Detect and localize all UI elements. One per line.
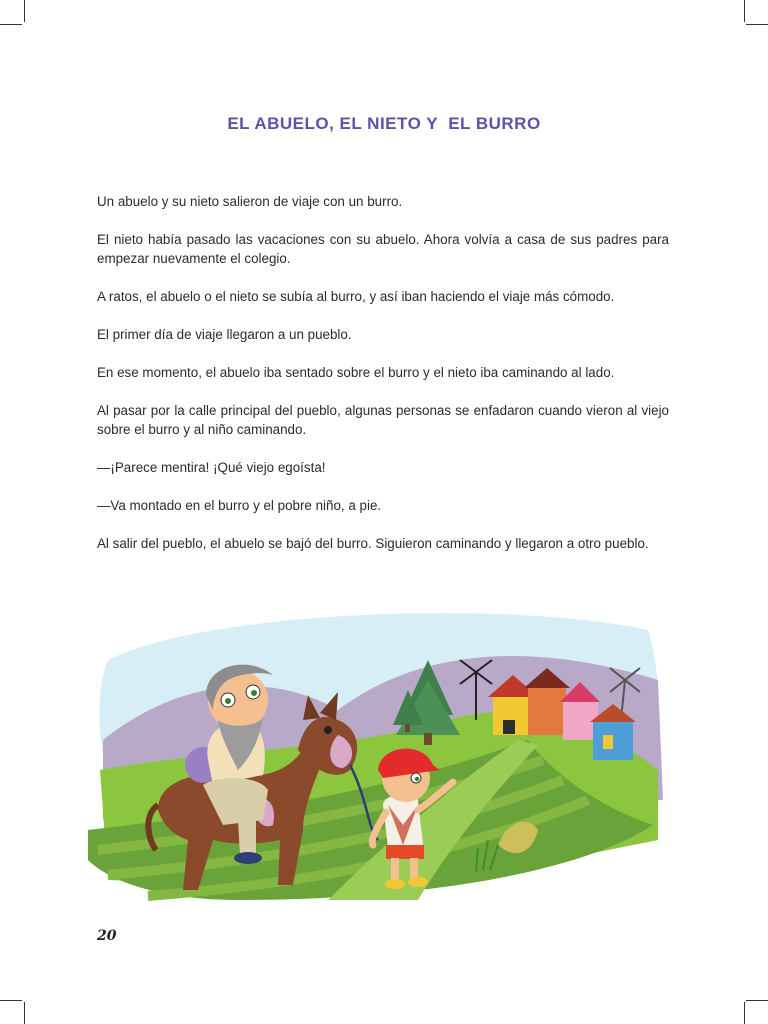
crop-mark: [24, 0, 25, 22]
crop-mark: [0, 24, 22, 25]
crop-mark: [0, 1000, 22, 1001]
crop-mark: [746, 24, 768, 25]
paragraph: En ese momento, el abuelo iba sentado sobre el burro y el nieto iba caminando al lado.: [97, 365, 615, 380]
paragraph: Al pasar por la calle principal del pueblo, algunas personas se enfadaron cuando vieron al viejo sobre el burro y al niño caminando.: [97, 403, 669, 437]
paragraph: —¡Parece mentira! ¡Qué viejo egoísta!: [97, 460, 326, 475]
page-number: 20: [97, 928, 117, 944]
crop-mark: [746, 1000, 768, 1001]
paragraph: El nieto había pasado las vacaciones con su abuelo. Ahora volvía a casa de sus padres para empezar nuevamente el colegio.: [97, 232, 669, 266]
crop-mark: [24, 1002, 25, 1024]
story-title: EL ABUELO, EL NIETO Y EL BURRO: [227, 114, 541, 133]
paragraph: El primer día de viaje llegaron a un pueblo.: [97, 327, 352, 342]
paragraph: A ratos, el abuelo o el nieto se subía al burro, y así iban haciendo el viaje más cómodo.: [97, 289, 615, 304]
story-body: [97, 192, 669, 572]
paragraph: Al salir del pueblo, el abuelo se bajó del burro. Siguieron caminando y llegaron a otro pueblo.: [97, 536, 649, 551]
paragraph: —Va montado en el burro y el pobre niño, a pie.: [97, 498, 382, 513]
paragraph: Un abuelo y su nieto salieron de viaje con un burro.: [97, 194, 403, 209]
crop-mark: [744, 0, 745, 22]
crop-mark: [744, 1002, 745, 1024]
story-illustration: [88, 600, 668, 905]
